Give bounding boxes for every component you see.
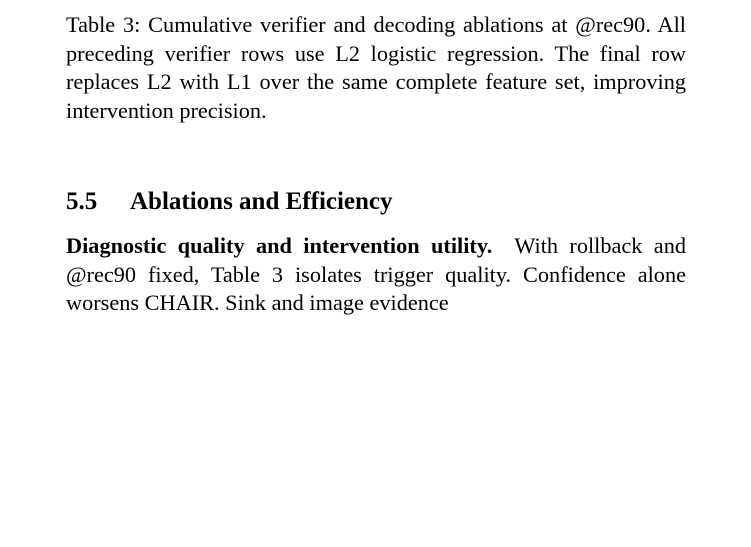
section-heading: [66, 187, 393, 217]
section-title: Ablations and Efficiency: [130, 188, 393, 215]
paragraph-text: With rollback and @rec90 fixed, Table 3 isolates trigger quality. Confidence alone worsens CHAIR. Sink and image evidence: [66, 233, 686, 315]
body-paragraph: [66, 232, 686, 318]
section-number: 5.5: [66, 188, 98, 215]
table-caption: Table 3: Cumulative verifier and decoding ablations at @rec90. All preceding verifier rows use L2 logistic regression. The final row replaces L2 with L1 over the same complete feature set, improving intervention precision.: [66, 12, 686, 123]
paragraph-run-in-heading: Diagnostic quality and intervention utility.: [66, 233, 493, 258]
page-content: [66, 11, 686, 315]
